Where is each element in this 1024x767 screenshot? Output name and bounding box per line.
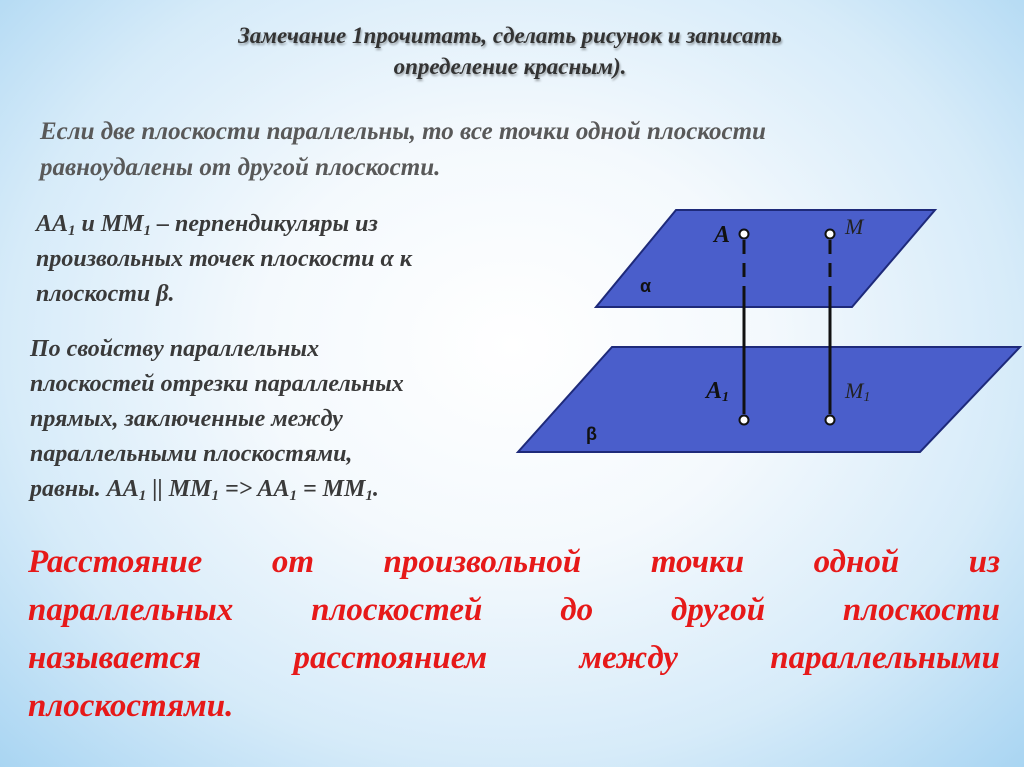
label-point-a1: A1 <box>706 378 730 405</box>
theorem-line-1: Если две плоскости параллельны, то все точки одной плоскости <box>40 118 766 145</box>
label-plane-alpha: α <box>640 276 652 296</box>
point-m-marker <box>826 230 835 239</box>
perp-line-2: произвольных точек плоскости α к <box>36 246 412 272</box>
prop-line-1: По свойству параллельных <box>30 336 320 362</box>
label-point-a: A <box>714 222 731 248</box>
label-point-m1: M1 <box>845 378 871 405</box>
prop-line-4: параллельными плоскостями, <box>30 441 353 467</box>
point-a1-marker <box>740 416 749 425</box>
prop-line-5: равны. $AA_1$ || $MM_1 => AA_1 = MM_1$. <box>30 476 379 504</box>
label-point-m: M <box>845 214 864 239</box>
prop-line-2: плоскостей отрезки параллельных <box>30 371 404 397</box>
label-plane-beta: β <box>586 424 597 444</box>
perp-line-1: $AA_1$ и $MM_1$ – перпендикуляры из <box>36 211 378 239</box>
title-line-2: определение красным). <box>393 54 627 79</box>
point-a-marker <box>740 230 749 239</box>
definition-text <box>28 538 1000 730</box>
point-m1-marker <box>826 416 835 425</box>
theorem-line-2: равноудалены от другой плоскости. <box>40 154 441 181</box>
perp-line-3: плоскости β. <box>36 281 175 307</box>
definition-line-3: называется расстоянием между параллельными <box>28 640 1000 676</box>
definition-line-2: параллельных плоскостей до другой плоскости <box>28 592 1000 628</box>
title-line-1: Замечание 1прочитать, сделать рисунок и записать <box>238 23 782 48</box>
definition-line-4: плоскостями. <box>28 688 234 724</box>
prop-line-3: прямых, заключенные между <box>30 406 343 432</box>
definition-line-1: Расстояние от произвольной точки одной из <box>28 544 1000 580</box>
